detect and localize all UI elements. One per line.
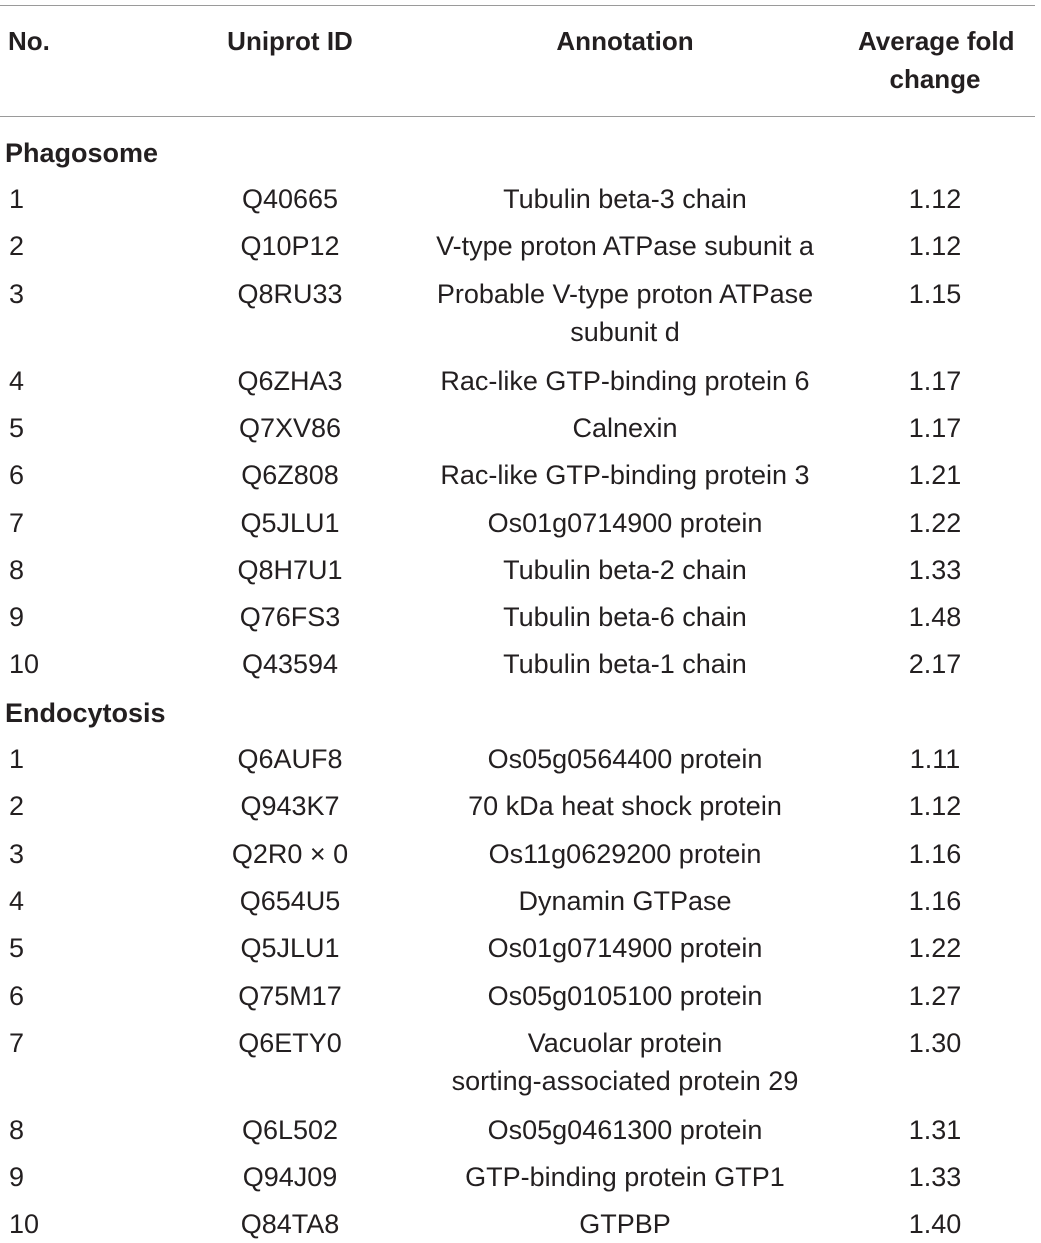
cell-uniprot-id: Q40665: [241, 184, 339, 214]
cell-annotation: [400, 882, 850, 920]
cell-uniprot-id: Q84TA8: [240, 1209, 340, 1239]
cell-no: 8: [9, 1115, 25, 1145]
cell-no: 4: [9, 366, 25, 396]
annotation-line: V-type proton ATPase subunit a: [436, 231, 814, 261]
cell-fold-change: 1.27: [908, 981, 962, 1011]
annotation-line: GTPBP: [579, 1209, 671, 1239]
annotation-line: Os05g0105100 protein: [487, 981, 763, 1011]
cell-annotation: [400, 456, 850, 494]
annotation-line: Rac-like GTP-binding protein 6: [440, 366, 810, 396]
annotation-line: Os01g0714900 protein: [487, 508, 763, 538]
cell-annotation: [400, 1158, 850, 1196]
cell-uniprot-id: Q6L502: [241, 1115, 339, 1145]
cell-uniprot-id: Q6AUF8: [237, 744, 343, 774]
cell-fold-change: 1.33: [908, 1162, 962, 1192]
cell-annotation: [400, 787, 850, 825]
cell-fold-change: 1.12: [908, 791, 962, 821]
annotation-line: Tubulin beta-3 chain: [503, 184, 747, 214]
cell-no: 10: [9, 649, 40, 679]
cell-uniprot-id: Q5JLU1: [240, 508, 340, 538]
cell-uniprot-id: Q10P12: [240, 231, 340, 261]
header-no: No.: [8, 26, 50, 56]
cell-uniprot-id: Q94J09: [242, 1162, 338, 1192]
cell-fold-change: 1.22: [908, 933, 962, 963]
cell-fold-change: 1.31: [908, 1115, 962, 1145]
cell-no: 2: [9, 231, 25, 261]
cell-annotation: [400, 180, 850, 218]
cell-uniprot-id: Q6ZHA3: [237, 366, 343, 396]
cell-no: 2: [9, 791, 25, 821]
annotation-line: Vacuolar protein: [527, 1028, 723, 1058]
cell-fold-change: 1.11: [909, 744, 961, 774]
cell-annotation: [400, 1205, 850, 1243]
cell-no: 3: [9, 839, 25, 869]
cell-annotation: [400, 227, 850, 265]
cell-no: 5: [9, 933, 25, 963]
header-fold-change-line1: Average fold: [858, 26, 1015, 56]
cell-annotation: [400, 551, 850, 589]
cell-uniprot-id: Q76FS3: [239, 602, 341, 632]
cell-no: 9: [9, 602, 25, 632]
annotation-line: Probable V-type proton ATPase: [436, 279, 814, 309]
cell-fold-change: 1.16: [908, 839, 962, 869]
cell-annotation: [400, 275, 850, 351]
cell-no: 7: [9, 508, 25, 538]
section-title: Endocytosis: [5, 698, 166, 728]
header-annotation: Annotation: [556, 26, 694, 56]
annotation-line: Os05g0461300 protein: [487, 1115, 763, 1145]
cell-uniprot-id: Q75M17: [238, 981, 342, 1011]
cell-no: 3: [9, 279, 25, 309]
cell-annotation: [400, 929, 850, 967]
cell-no: 7: [9, 1028, 25, 1058]
annotation-line: Tubulin beta-2 chain: [503, 555, 747, 585]
cell-no: 1: [9, 744, 25, 774]
cell-uniprot-id: Q654U5: [239, 886, 341, 916]
table-top-rule: [0, 5, 1035, 6]
cell-annotation: [400, 409, 850, 447]
cell-annotation: [400, 645, 850, 683]
cell-no: 4: [9, 886, 25, 916]
cell-no: 8: [9, 555, 25, 585]
cell-uniprot-id: Q8RU33: [237, 279, 343, 309]
cell-annotation: [400, 598, 850, 636]
annotation-line: Tubulin beta-6 chain: [503, 602, 747, 632]
annotation-line: Os01g0714900 protein: [487, 933, 763, 963]
cell-fold-change: 1.15: [908, 279, 962, 309]
annotation-line: 70 kDa heat shock protein: [468, 791, 782, 821]
cell-uniprot-id: Q7XV86: [238, 413, 342, 443]
cell-annotation: [400, 977, 850, 1015]
header-uniprot-id: Uniprot ID: [227, 26, 353, 56]
cell-fold-change: 1.17: [908, 413, 962, 443]
annotation-line: Tubulin beta-1 chain: [503, 649, 747, 679]
cell-annotation: [400, 362, 850, 400]
cell-no: 5: [9, 413, 25, 443]
cell-annotation: [400, 504, 850, 542]
cell-no: 9: [9, 1162, 25, 1192]
annotation-line: Os05g0564400 protein: [487, 744, 763, 774]
cell-fold-change: 1.12: [908, 231, 962, 261]
annotation-line: subunit d: [570, 317, 680, 347]
cell-no: 6: [9, 981, 25, 1011]
section-title: Phagosome: [5, 138, 159, 168]
annotation-line: sorting-associated protein 29: [451, 1066, 799, 1096]
cell-uniprot-id: Q6ETY0: [238, 1028, 342, 1058]
cell-annotation: [400, 835, 850, 873]
cell-fold-change: 1.22: [908, 508, 962, 538]
cell-fold-change: 1.30: [908, 1028, 962, 1058]
header-fold-change-line2: change: [889, 64, 981, 94]
cell-fold-change: 1.33: [908, 555, 962, 585]
cell-no: 6: [9, 460, 25, 490]
cell-fold-change: 1.21: [908, 460, 962, 490]
annotation-line: Dynamin GTPase: [518, 886, 732, 916]
header-fold-change: [858, 22, 1015, 98]
annotation-line: GTP-binding protein GTP1: [465, 1162, 785, 1192]
cell-fold-change: 1.48: [908, 602, 962, 632]
annotation-line: Calnexin: [572, 413, 678, 443]
cell-annotation: [400, 1111, 850, 1149]
table-header-rule: [0, 116, 1035, 117]
cell-uniprot-id: Q6Z808: [241, 460, 339, 490]
cell-annotation: [400, 740, 850, 778]
annotation-line: Rac-like GTP-binding protein 3: [440, 460, 810, 490]
cell-no: 10: [9, 1209, 40, 1239]
cell-fold-change: 2.17: [908, 649, 962, 679]
cell-fold-change: 1.17: [908, 366, 962, 396]
cell-uniprot-id: Q43594: [241, 649, 339, 679]
cell-uniprot-id: Q5JLU1: [240, 933, 340, 963]
cell-uniprot-id: Q8H7U1: [237, 555, 343, 585]
cell-fold-change: 1.40: [908, 1209, 962, 1239]
cell-fold-change: 1.16: [908, 886, 962, 916]
annotation-line: Os11g0629200 protein: [488, 839, 762, 869]
cell-no: 1: [9, 184, 25, 214]
cell-annotation: [400, 1024, 850, 1100]
cell-uniprot-id: Q2R0 × 0: [231, 839, 349, 869]
cell-fold-change: 1.12: [908, 184, 962, 214]
cell-uniprot-id: Q943K7: [240, 791, 340, 821]
